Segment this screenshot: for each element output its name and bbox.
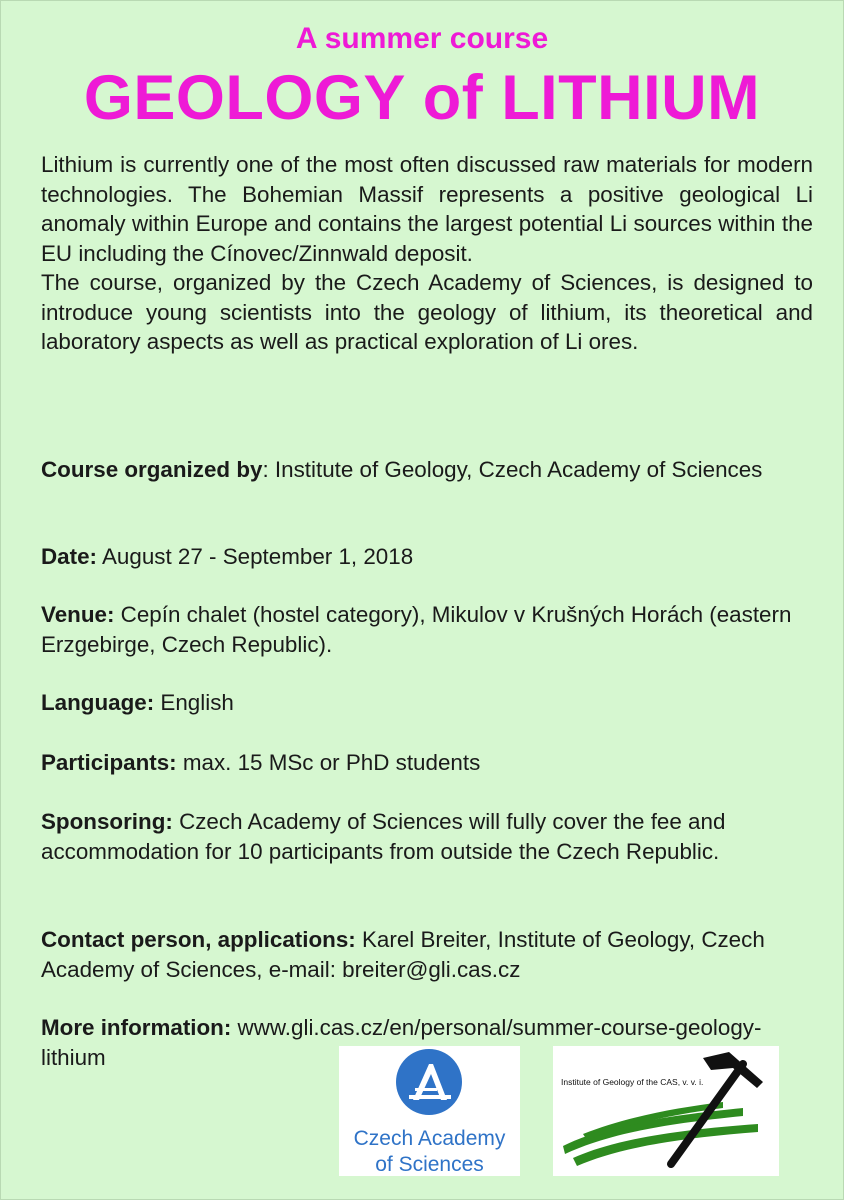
language-label: Language: (41, 690, 155, 715)
organizer-label: Course organized by (41, 457, 263, 482)
cas-logo-line2: of Sciences (375, 1153, 484, 1176)
organizer-row (41, 455, 813, 485)
date-value: August 27 - September 1, 2018 (97, 544, 414, 569)
page-title: GEOLOGY of LITHIUM (83, 63, 761, 133)
participants-row (41, 748, 813, 778)
cas-emblem-icon (339, 1046, 520, 1126)
sponsoring-label: Sponsoring: (41, 809, 173, 834)
gli-logo-text: Institute of Geology of the CAS, v. v. i. (561, 1077, 704, 1087)
gli-logo (553, 1046, 779, 1176)
date-label: Date: (41, 544, 97, 569)
hammer-icon (553, 1046, 779, 1176)
venue-label: Venue: (41, 602, 115, 627)
contact-label: Contact person, applications: (41, 927, 356, 952)
participants-label: Participants: (41, 750, 177, 775)
more-info-link[interactable]: www.gli.cas.cz/en/personal/summer-course-geology-lithium (41, 1015, 762, 1070)
cas-logo-line1: Czech Academy (353, 1127, 506, 1150)
sponsoring-value: Czech Academy of Sciences will fully cover the fee and accommodation for 10 participants from outside the Czech Republic. (41, 809, 726, 864)
more-info-label: More information: (41, 1015, 232, 1040)
contact-row (41, 925, 813, 984)
language-row (41, 688, 813, 718)
contact-value: Karel Breiter, Institute of Geology, Czech Academy of Sciences, e-mail: breiter@gli.cas.cz (41, 927, 765, 982)
intro-paragraph-1: Lithium is currently one of the most often discussed raw materials for modern technologies. The Bohemian Massif represents a positive geological Li anomaly within Europe and contains the largest potential Li sources within the EU including the Cínovec/Zinnwald deposit. (41, 152, 813, 266)
organizer-value: : Institute of Geology, Czech Academy of Sciences (262, 457, 763, 482)
language-value: English (154, 690, 234, 715)
venue-value: Cepín chalet (hostel category), Mikulov v Krušných Horách (eastern Erzgebirge, Czech Republic). (41, 602, 792, 657)
cas-logo (339, 1046, 520, 1176)
sponsoring-row (41, 807, 813, 866)
venue-row (41, 600, 813, 659)
intro-paragraph-2: The course, organized by the Czech Academy of Sciences, is designed to introduce young scientists into the geology of lithium, its theoretical and laboratory aspects as well as practical exploration of Li ores. (41, 270, 813, 354)
participants-value: max. 15 MSc or PhD students (176, 750, 481, 775)
intro-text (41, 150, 813, 357)
subtitle: A summer course (295, 22, 549, 55)
date-row (41, 542, 813, 572)
